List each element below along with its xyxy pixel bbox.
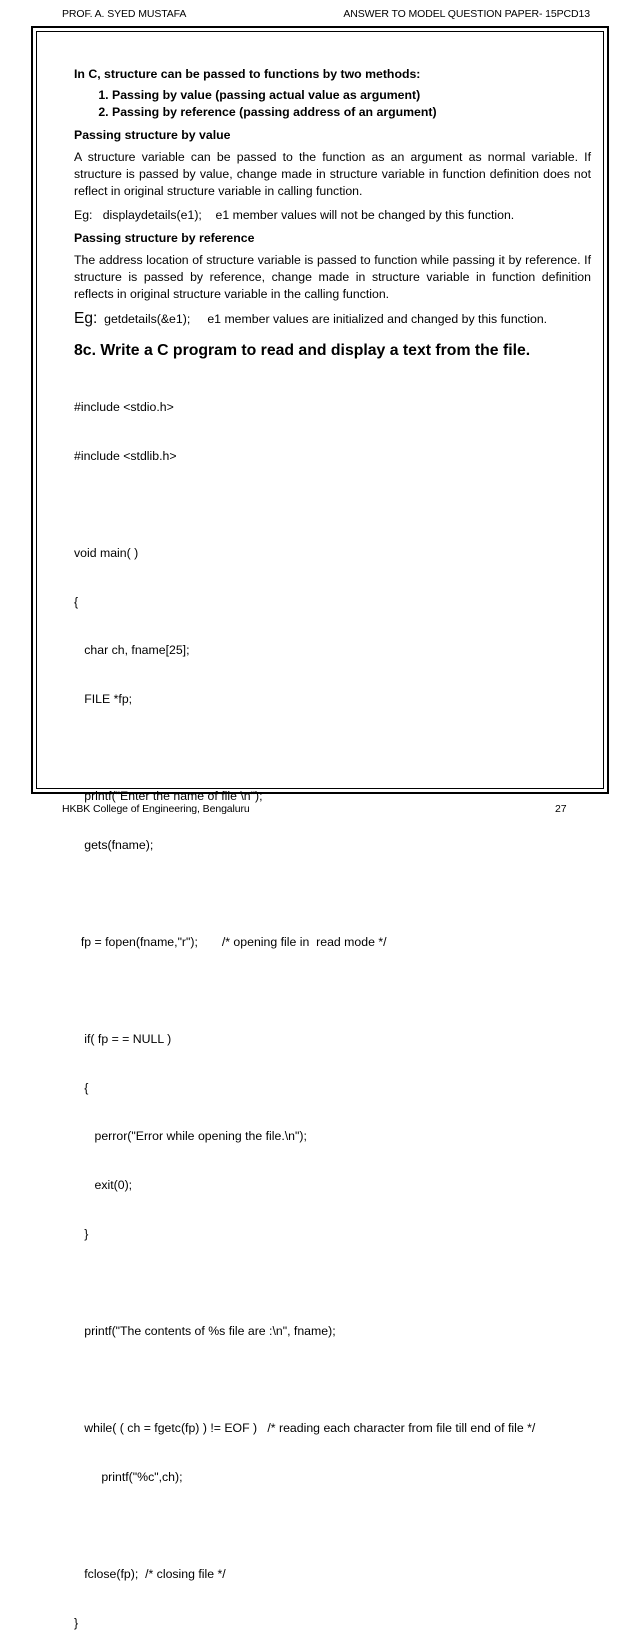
- method-item: 2. Passing by reference (passing address of an argument): [112, 104, 591, 121]
- code-block: [74, 367, 591, 1652]
- code-line: perror("Error while opening the file.\n");: [74, 1129, 307, 1144]
- eg-code: getdetails(&e1);: [104, 312, 191, 326]
- question-heading: 8c. Write a C program to read and display a text from the file.: [74, 342, 531, 359]
- code-line: gets(fname);: [74, 837, 154, 852]
- eg-label: Eg:: [74, 310, 98, 327]
- page-number: 27: [555, 803, 567, 815]
- value-body: A structure variable can be passed to the function as an argument as normal variable. If structure is passed by value, change made in structure variable in function definition does not reflect in original structure variable in calling function.: [74, 150, 591, 198]
- code-line: {: [74, 1080, 89, 1095]
- code-line: #include <stdlib.h>: [74, 449, 177, 464]
- code-line: }: [74, 1615, 79, 1630]
- code-line: #include <stdio.h>: [74, 400, 174, 415]
- eg-note: e1 member values will not be changed by this function.: [215, 208, 515, 222]
- code-line: [74, 1372, 591, 1388]
- value-example: [74, 207, 591, 224]
- reference-body: The address location of structure variable is passed to function while passing it by reference. If structure is passed by reference, change made in structure variable in function definition reflects in original structure variable in the calling function.: [74, 253, 591, 301]
- code-line: [74, 885, 591, 901]
- code-line: {: [74, 594, 79, 609]
- code-line: fp = fopen(fname,"r"); /* opening file in read mode */: [74, 935, 387, 950]
- code-line: [74, 983, 591, 999]
- method-item: 1. Passing by value (passing actual value as argument): [112, 87, 591, 104]
- code-line: }: [74, 1226, 89, 1241]
- code-line: printf("Enter the name of file \n");: [74, 789, 263, 804]
- intro-text: In C, structure can be passed to functions by two methods:: [74, 67, 421, 81]
- code-line: [74, 1517, 591, 1533]
- header-author: PROF. A. SYED MUSTAFA: [62, 8, 187, 20]
- code-line: exit(0);: [74, 1178, 133, 1193]
- footer-institution: HKBK College of Engineering, Bengaluru: [62, 803, 250, 815]
- code-line: char ch, fname[25];: [74, 643, 190, 658]
- code-line: [74, 1274, 591, 1290]
- eg-note: e1 member values are initialized and changed by this function.: [207, 312, 548, 326]
- eg-code: displaydetails(e1);: [102, 208, 202, 222]
- code-line: [74, 740, 591, 756]
- code-line: fclose(fp); /* closing file */: [74, 1566, 226, 1581]
- code-line: while( ( ch = fgetc(fp) ) != EOF ) /* reading each character from file till end of file */: [74, 1421, 536, 1436]
- header-title: ANSWER TO MODEL QUESTION PAPER- 15PCD13: [343, 8, 590, 20]
- code-line: if( fp = = NULL ): [74, 1032, 172, 1047]
- page-content: [74, 66, 591, 1652]
- code-line: printf("%c",ch);: [74, 1469, 183, 1484]
- code-line: printf("The contents of %s file are :\n", fname);: [74, 1323, 336, 1338]
- code-line: void main( ): [74, 546, 139, 561]
- methods-list: [74, 87, 591, 121]
- reference-example: [74, 310, 591, 328]
- code-line: FILE *fp;: [74, 692, 133, 707]
- code-line: [74, 497, 591, 513]
- reference-heading: Passing structure by reference: [74, 231, 255, 245]
- eg-label: Eg:: [74, 208, 93, 222]
- value-heading: Passing structure by value: [74, 128, 231, 142]
